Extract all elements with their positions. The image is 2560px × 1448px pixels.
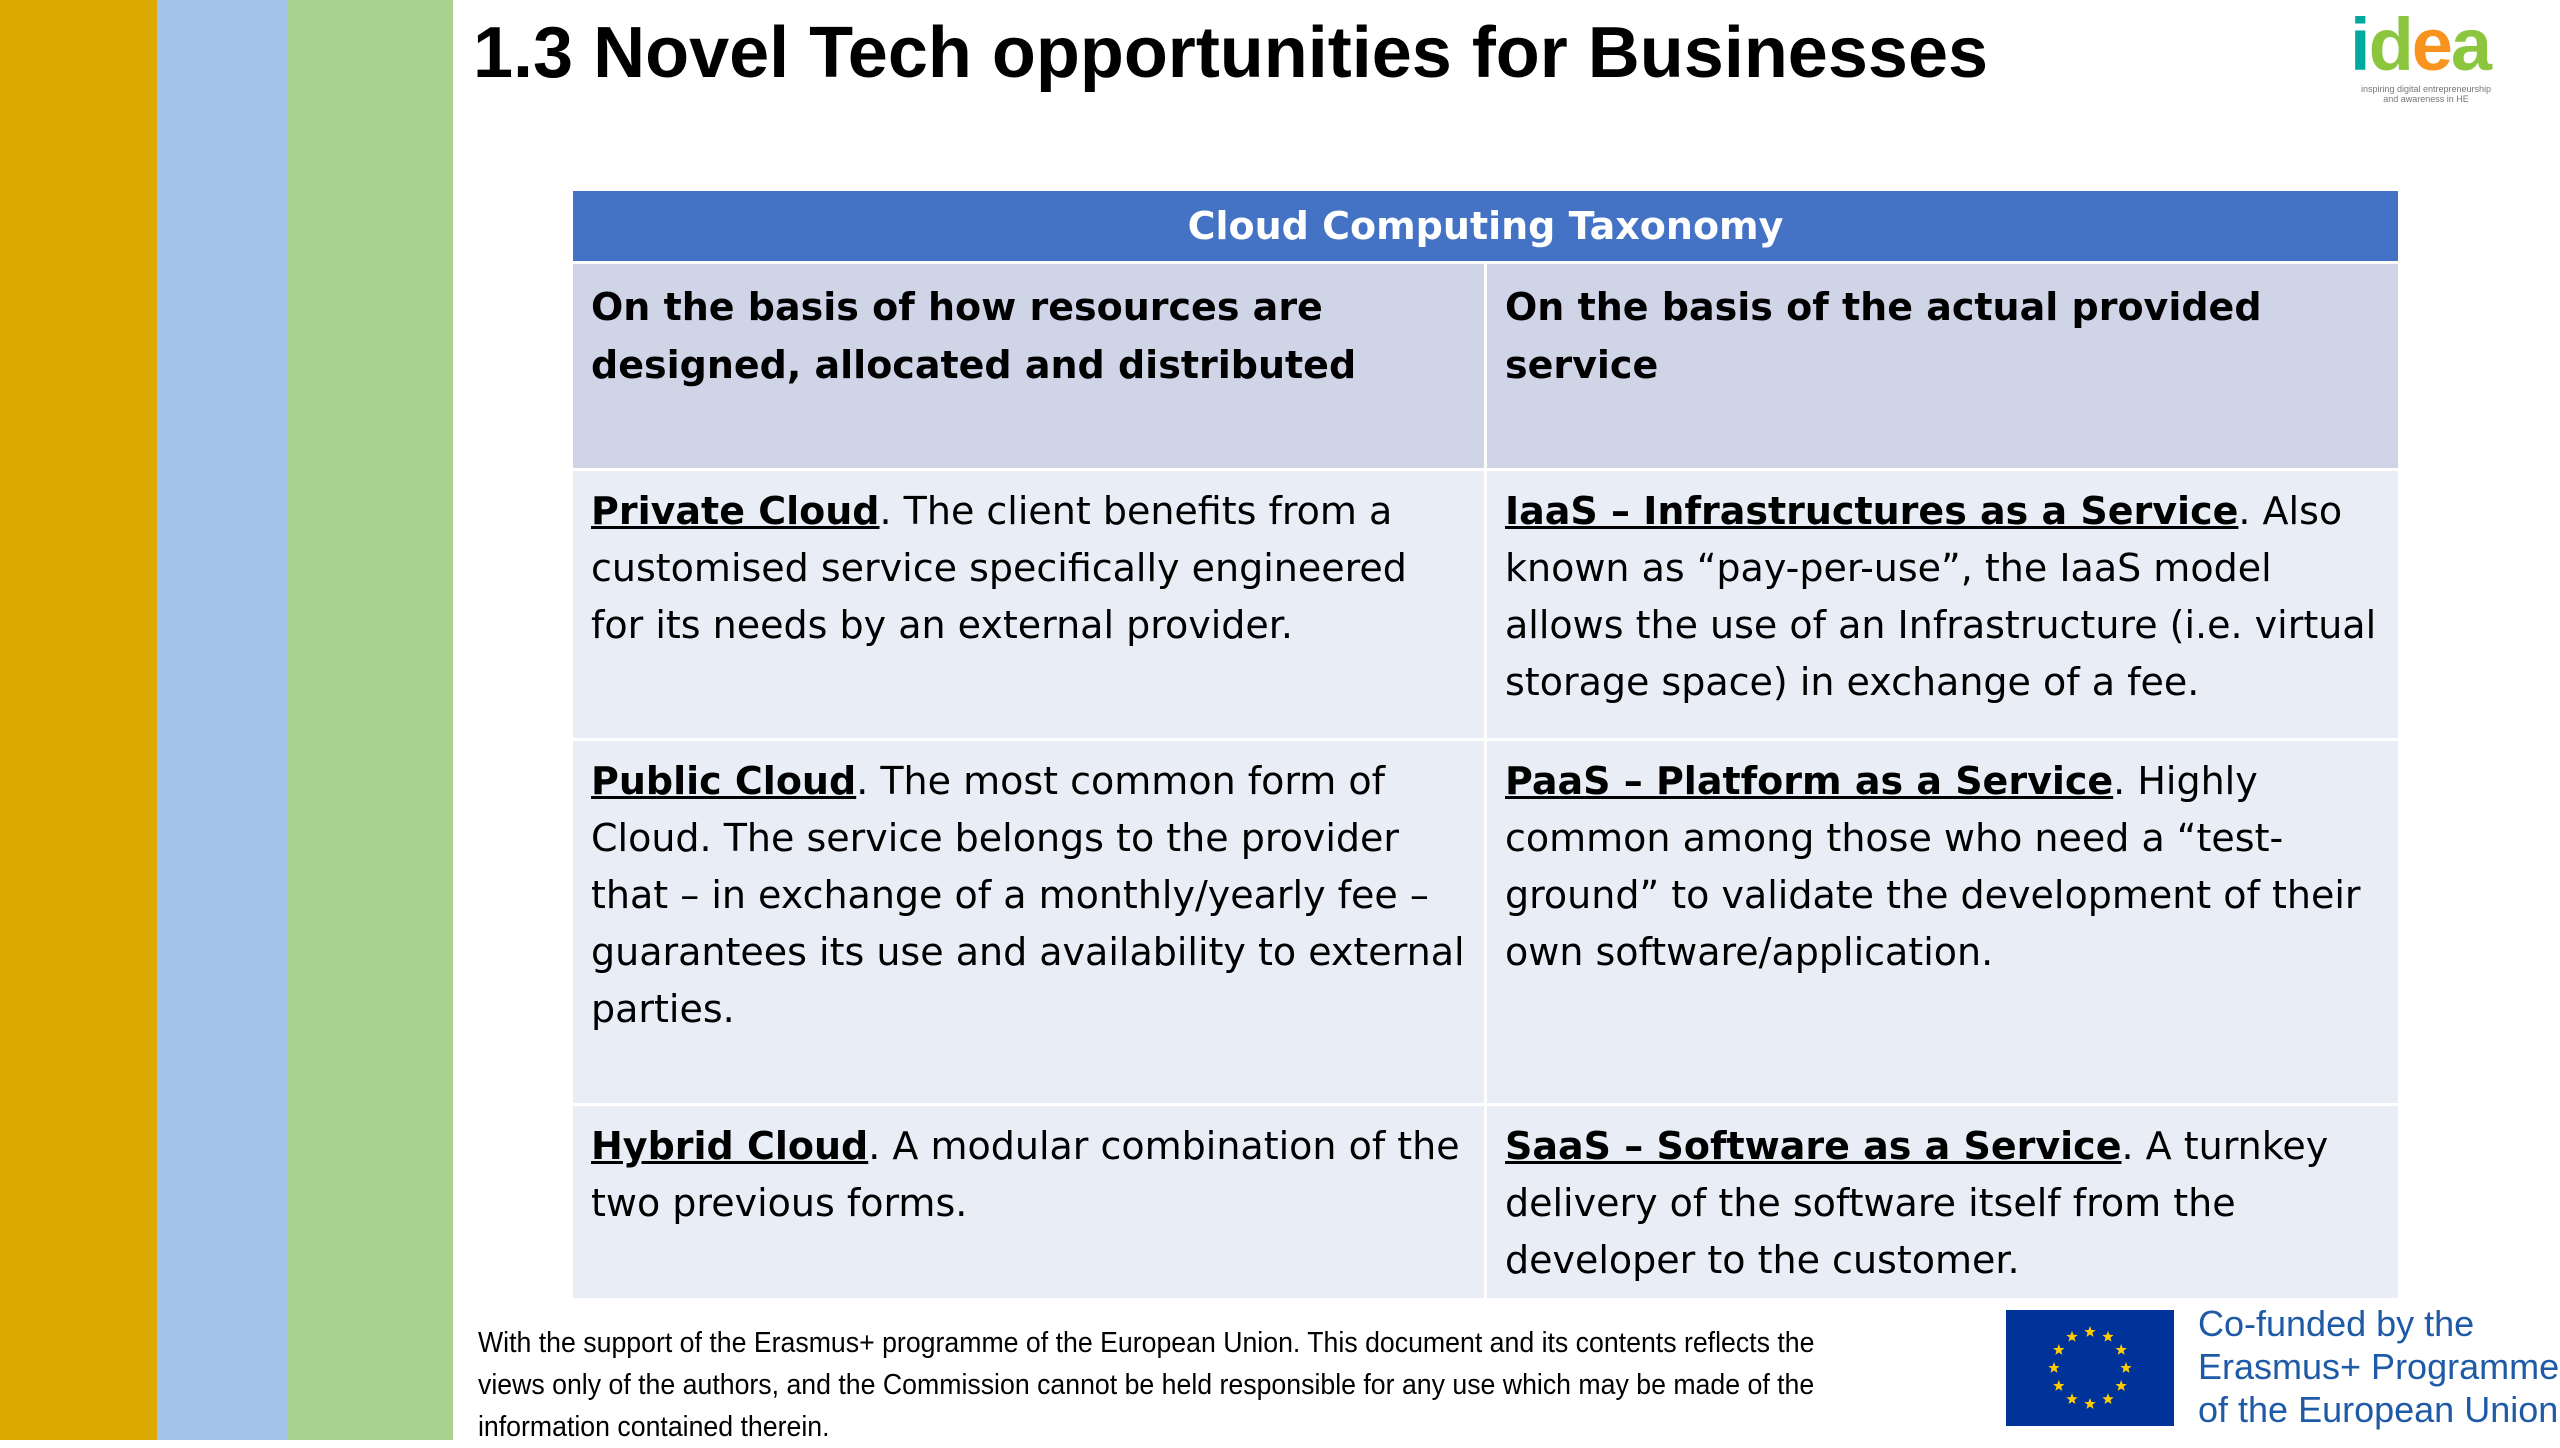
description-private-cloud: . The client benefits from a customised service specifically engineered for its needs by an external provider.: [591, 489, 1407, 647]
eu-flag-icon: [2006, 1310, 2174, 1426]
cell-private-cloud: [572, 470, 1486, 740]
slide-title: 1.3 Novel Tech opportunities for Businesses: [473, 13, 1989, 93]
cloud-computing-taxonomy-table: [570, 188, 2401, 1301]
description-hybrid-cloud: . A modular combination of the two previous forms.: [591, 1124, 1460, 1225]
description-saas: . A turnkey delivery of the software itself from the developer to the customer.: [1505, 1124, 2329, 1282]
eu-star-icon: [2115, 1380, 2126, 1391]
eu-stars-icon: [2006, 1310, 2174, 1426]
term-saas: SaaS – Software as a Service: [1505, 1124, 2122, 1168]
decorative-stripe-gold: [0, 0, 157, 1440]
eu-star-icon: [2066, 1331, 2077, 1342]
cell-hybrid-cloud: [572, 1105, 1486, 1300]
term-private-cloud: Private Cloud: [591, 489, 880, 533]
cofunded-line-3: of the European Union: [2198, 1389, 2559, 1430]
table-row: [572, 1105, 2400, 1300]
eu-star-icon: [2053, 1380, 2064, 1391]
cell-saas: [1486, 1105, 2400, 1300]
cell-iaas: [1486, 470, 2400, 740]
erasmus-disclaimer: With the support of the Erasmus+ programme of the European Union. This document and its contents reflects the views only of the authors, and the Commission cannot be held responsible for any use which may be made of the information contained therein.: [478, 1327, 1815, 1443]
cell-public-cloud: [572, 740, 1486, 1105]
idea-logo-word: [2350, 3, 2491, 86]
eu-star-icon: [2048, 1362, 2059, 1373]
cofunded-line-1: Co-funded by the: [2198, 1303, 2475, 1344]
logo-letter-e: e: [2411, 3, 2451, 86]
idea-logo: [2350, 3, 2510, 118]
term-iaas: IaaS – Infrastructures as a Service: [1505, 489, 2239, 533]
description-iaas: . Also known as “pay-per-use”, the IaaS model allows the use of an Infrastructure (i.e. virtual storage space) in exchange of a fee.: [1505, 489, 2377, 704]
table-row: [572, 470, 2400, 740]
cofunded-notice: [2198, 1302, 2559, 1431]
column-header-service: On the basis of the actual provided service: [1486, 263, 2400, 470]
term-public-cloud: Public Cloud: [591, 759, 857, 803]
eu-star-icon: [2066, 1393, 2077, 1404]
term-hybrid-cloud: Hybrid Cloud: [591, 1124, 869, 1168]
column-header-resources: On the basis of how resources are designed, allocated and distributed: [572, 263, 1486, 470]
logo-letter-d: d: [2368, 3, 2412, 86]
idea-logo-tagline: inspiring digital entrepreneurship and awareness in HE: [2360, 84, 2492, 104]
eu-star-icon: [2115, 1344, 2126, 1355]
table-title: Cloud Computing Taxonomy: [572, 190, 2400, 263]
eu-star-icon: [2102, 1393, 2113, 1404]
decorative-stripe-blue: [157, 0, 287, 1440]
logo-letter-a: a: [2450, 3, 2491, 86]
eu-star-icon: [2053, 1344, 2064, 1355]
eu-star-icon: [2120, 1362, 2131, 1373]
cell-paas: [1486, 740, 2400, 1105]
eu-star-icon: [2084, 1326, 2095, 1337]
eu-star-icon: [2084, 1398, 2095, 1409]
table-row: [572, 740, 2400, 1105]
description-paas: . Highly common among those who need a “test-ground” to validate the development of their own software/application.: [1505, 759, 2361, 974]
description-public-cloud: . The most common form of Cloud. The service belongs to the provider that – in exchange of a monthly/yearly fee – guarantees its use and availability to external parties.: [591, 759, 1465, 1031]
decorative-stripe-green: [287, 0, 453, 1440]
term-paas: PaaS – Platform as a Service: [1505, 759, 2114, 803]
cofunded-line-2: Erasmus+ Programme: [2198, 1346, 2560, 1387]
logo-letter-i: i: [2350, 3, 2369, 86]
eu-star-icon: [2102, 1331, 2113, 1342]
